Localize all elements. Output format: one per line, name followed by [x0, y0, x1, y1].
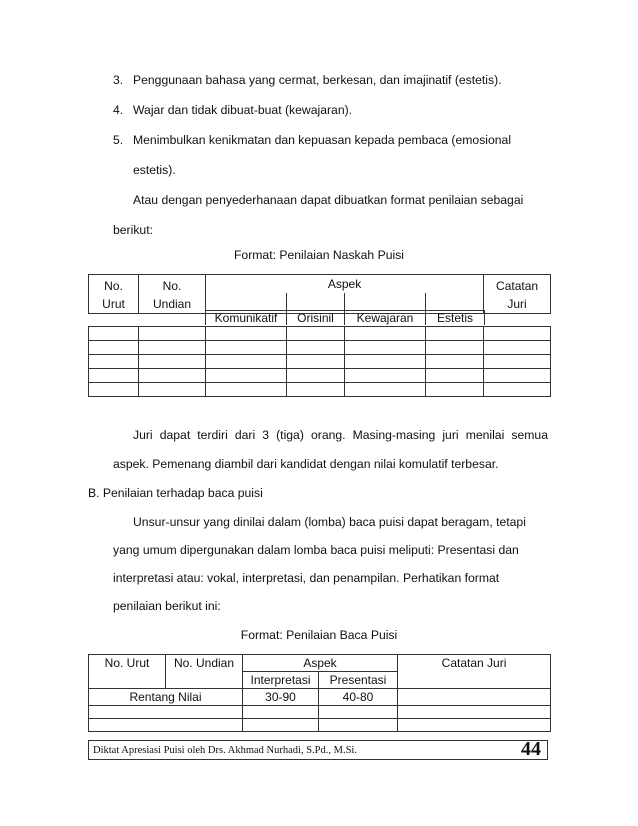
paragraph-line: yang umum dipergunakan dalam lomba baca puisi meliputi: Presentasi dan [113, 543, 519, 557]
list-item-continuation: estetis). [133, 163, 176, 177]
paragraph-word: Masing-masing [352, 428, 436, 442]
subheader-komunikatif: Komunikatif [206, 311, 287, 326]
table-row [89, 719, 551, 732]
rentang-interpretasi: 30-90 [243, 689, 319, 706]
list-number: 3. [113, 73, 124, 87]
header-no-urut-line2: Urut [102, 297, 125, 311]
table-row [89, 689, 551, 706]
table-row [89, 327, 551, 341]
list-item-text: Wajar dan tidak dibuat-buat (kewajaran). [133, 103, 353, 117]
table-naskah-subheader [205, 310, 485, 325]
rentang-nilai-label: Rentang Nilai [89, 689, 243, 706]
paragraph-line: Unsur-unsur yang dinilai dalam (lomba) baca puisi dapat beragam, tetapi [133, 515, 526, 529]
subheader-kewajaran: Kewajaran [345, 311, 426, 326]
subheader-presentasi: Presentasi [319, 672, 398, 689]
page-number: 44 [521, 738, 541, 760]
header-no-urut-line1: No. [104, 279, 123, 293]
paragraph-word: terdiri [197, 428, 228, 442]
paragraph-word: juri [442, 428, 459, 442]
header-aspek: Aspek [206, 275, 484, 293]
paragraph-word: 3 [262, 428, 270, 442]
header-no-undian [139, 275, 206, 314]
paragraph-word: semua [511, 428, 548, 442]
spacer-cell [89, 672, 166, 689]
table-baca-puisi [88, 654, 551, 732]
header-catatan-juri: Catatan Juri [398, 655, 551, 672]
list-number: 4. [113, 103, 124, 117]
paragraph-word: dari [234, 428, 256, 442]
table-caption: Format: Penilaian Naskah Puisi [233, 248, 405, 262]
paragraph-word: menilai [465, 428, 505, 442]
paragraph-line: berikut: [113, 223, 153, 237]
table-row [89, 341, 551, 355]
header-no-undian-line1: No. [162, 279, 182, 293]
paragraph-word: dapat [159, 428, 191, 442]
paragraph-line: penilaian berikut ini: [113, 599, 221, 613]
paragraph-word: orang. [310, 428, 346, 442]
spacer-cell [398, 672, 551, 689]
rentang-presentasi: 40-80 [319, 689, 398, 706]
table-naskah-puisi [88, 274, 551, 314]
spacer-cell [166, 672, 243, 689]
paragraph-line: aspek. Pemenang diambil dari kandidat dengan nilai komulatif terbesar. [113, 457, 499, 471]
paragraph-line: interpretasi atau: vokal, interpretasi, dan penampilan. Perhatikan format [113, 571, 500, 585]
header-no-urut: No. Urut [89, 655, 166, 672]
subheader-estetis: Estetis [426, 311, 485, 326]
paragraph-line-justified [133, 427, 548, 443]
table-row [89, 355, 551, 369]
table-caption: Format: Penilaian Baca Puisi [240, 628, 398, 642]
header-catatan-line1: Catatan [496, 279, 539, 293]
list-number: 5. [113, 133, 124, 147]
header-no-urut [89, 275, 139, 314]
list-item-text: Menimbulkan kenikmatan dan kepuasan kepada pembaca (emosional [133, 133, 512, 147]
header-no-undian: No. Undian [166, 655, 243, 672]
header-aspek: Aspek [243, 655, 398, 672]
footer-text: Diktat Apresiasi Puisi oleh Drs. Akhmad Nurhadi, S.Pd., M.Si. [93, 745, 357, 756]
subheader-interpretasi: Interpretasi [243, 672, 319, 689]
paragraph-line: Atau dengan penyederhanaan dapat dibuatkan format penilaian sebagai [133, 193, 524, 207]
table-row [89, 369, 551, 383]
subheader-orisinil: Orisinil [287, 311, 345, 326]
paragraph-word: Juri [133, 428, 153, 442]
table-row [89, 706, 551, 719]
header-no-undian-line2: Undian [152, 297, 192, 311]
list-item-text: Penggunaan bahasa yang cermat, berkesan, dan imajinatif (estetis). [133, 73, 502, 87]
header-catatan-juri [484, 275, 551, 314]
header-catatan-line2: Juri [507, 297, 527, 311]
section-heading: B. Penilaian terhadap baca puisi [88, 486, 263, 500]
paragraph-word: (tiga) [276, 428, 304, 442]
table-naskah-body [88, 326, 551, 397]
table-row [89, 383, 551, 397]
page-footer [88, 740, 548, 760]
